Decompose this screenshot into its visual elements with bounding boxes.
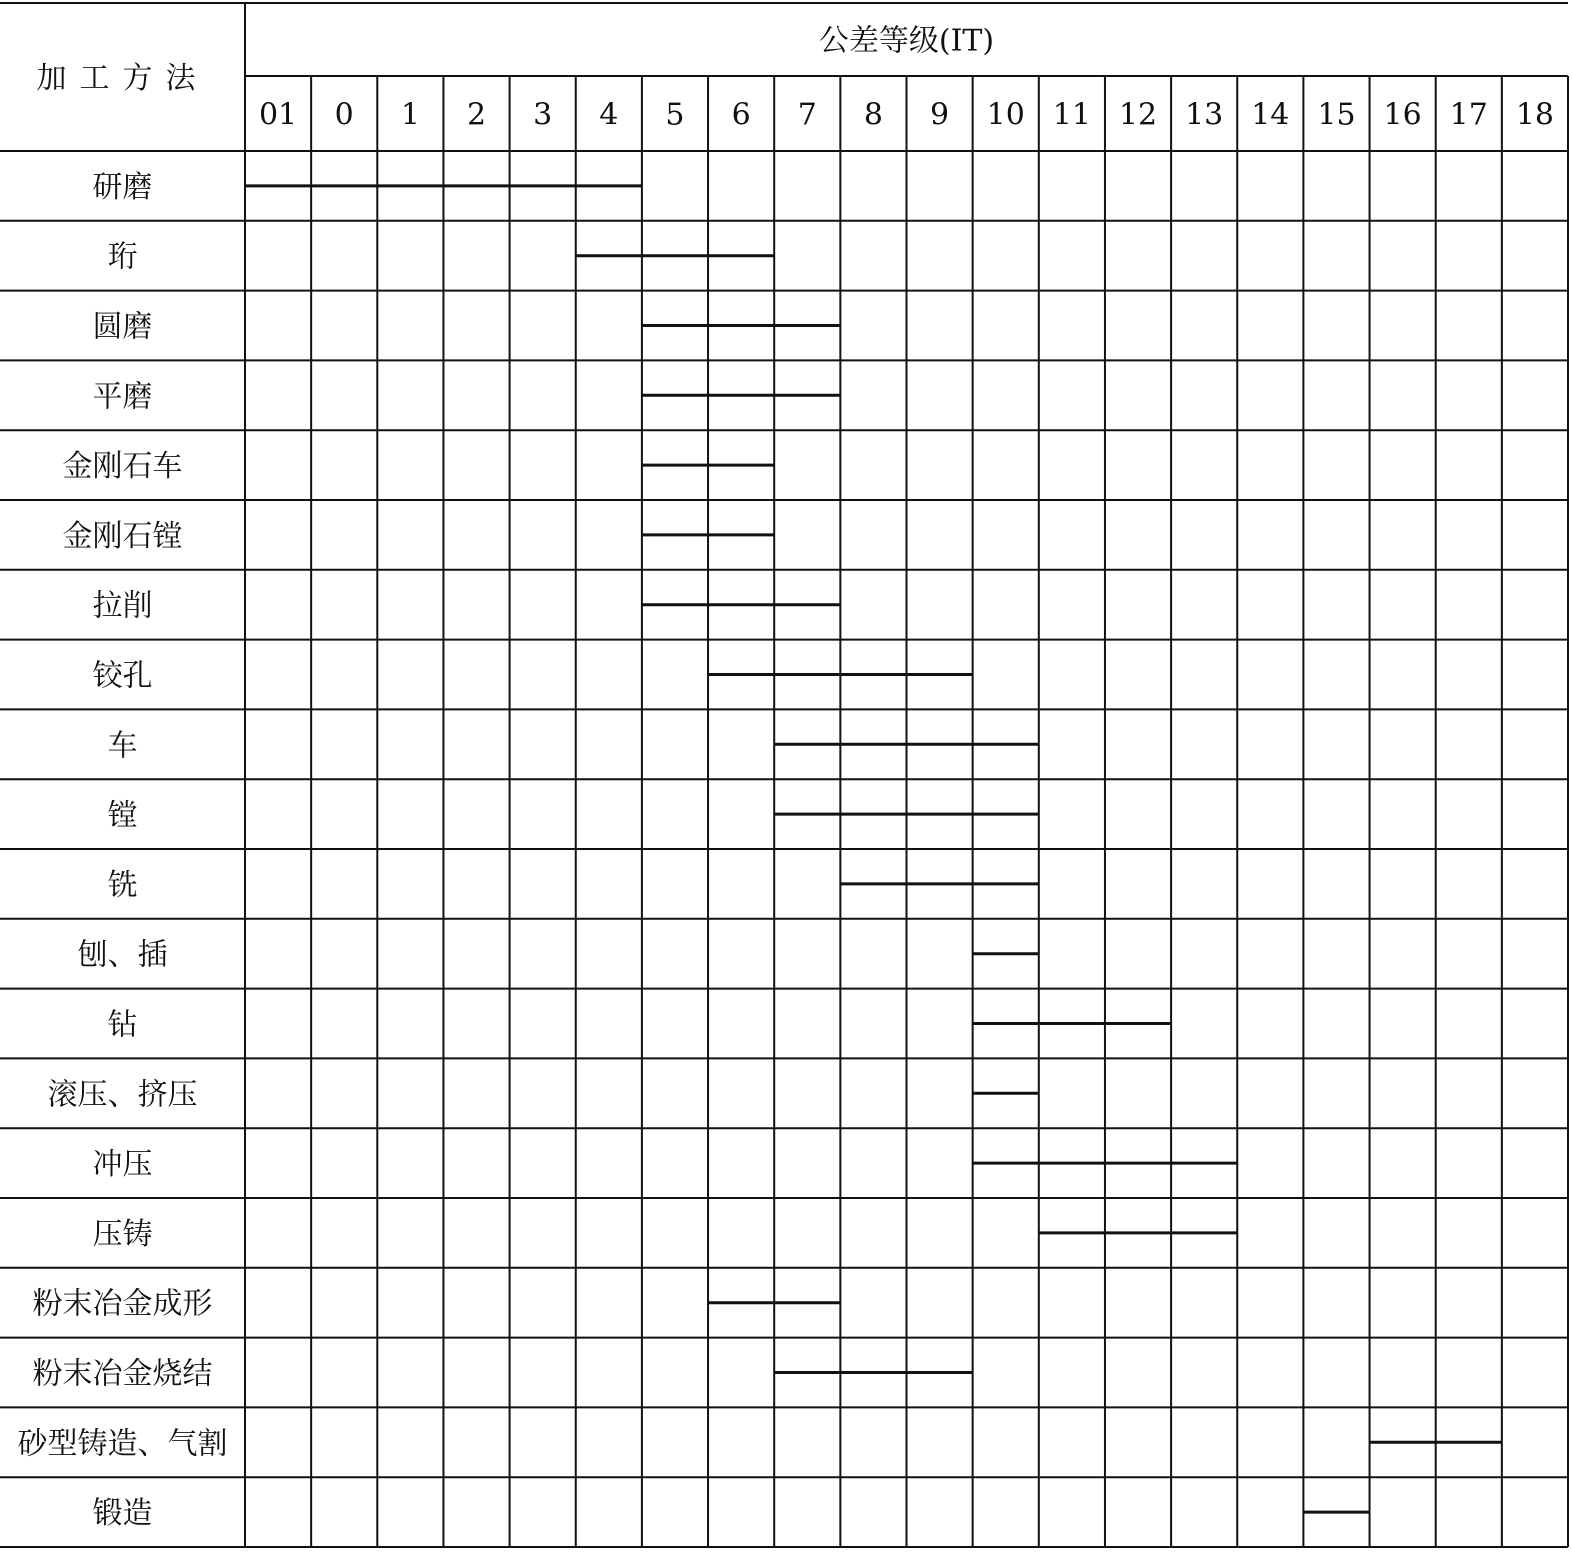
grade-label: 01 (258, 97, 298, 133)
row-header: 加工方法 (36, 61, 209, 96)
grade-label: 14 (1251, 97, 1290, 133)
grade-label: 10 (986, 97, 1025, 133)
table-grid (0, 3, 1568, 1547)
grade-label: 8 (863, 97, 883, 133)
method-label: 铣 (107, 867, 138, 903)
method-label: 压铸 (92, 1216, 153, 1252)
method-label: 粉末冶金烧结 (32, 1356, 213, 1392)
grade-label: 1 (400, 97, 420, 133)
method-labels (18, 170, 228, 1531)
method-label: 拉削 (92, 588, 153, 624)
grade-label: 12 (1118, 97, 1158, 133)
method-label: 珩 (107, 239, 138, 275)
grade-label: 3 (533, 97, 553, 133)
grade-label: 6 (731, 97, 751, 133)
method-label: 铰孔 (92, 658, 153, 694)
grade-label: 17 (1449, 97, 1488, 133)
method-label: 锻造 (92, 1496, 153, 1532)
grade-label: 2 (466, 97, 487, 133)
grade-label: 5 (665, 97, 685, 133)
grade-label: 16 (1383, 97, 1422, 133)
method-label: 镗 (107, 798, 138, 834)
method-label: 滚压、挤压 (47, 1077, 198, 1113)
grade-label: 18 (1515, 97, 1555, 133)
method-label: 金刚石镗 (62, 518, 183, 554)
method-label: 金刚石车 (62, 449, 183, 485)
grade-label: 0 (334, 97, 354, 133)
method-label: 平磨 (92, 379, 153, 415)
method-label: 砂型铸造、气割 (17, 1426, 228, 1462)
grade-label: 11 (1052, 97, 1091, 133)
grade-label: 15 (1317, 97, 1356, 133)
method-label: 刨、插 (77, 937, 168, 973)
method-label: 粉末冶金成形 (32, 1286, 213, 1322)
grade-label: 13 (1185, 97, 1224, 133)
method-label: 钻 (107, 1007, 138, 1043)
grade-label: 4 (599, 97, 619, 133)
method-label: 圆磨 (92, 309, 153, 345)
method-label: 冲压 (92, 1147, 153, 1183)
method-label: 车 (107, 728, 138, 764)
method-label: 研磨 (92, 169, 153, 205)
grade-label: 9 (930, 97, 950, 133)
grade-label: 7 (797, 97, 817, 133)
chart-title: 公差等级(IT) (818, 23, 995, 59)
